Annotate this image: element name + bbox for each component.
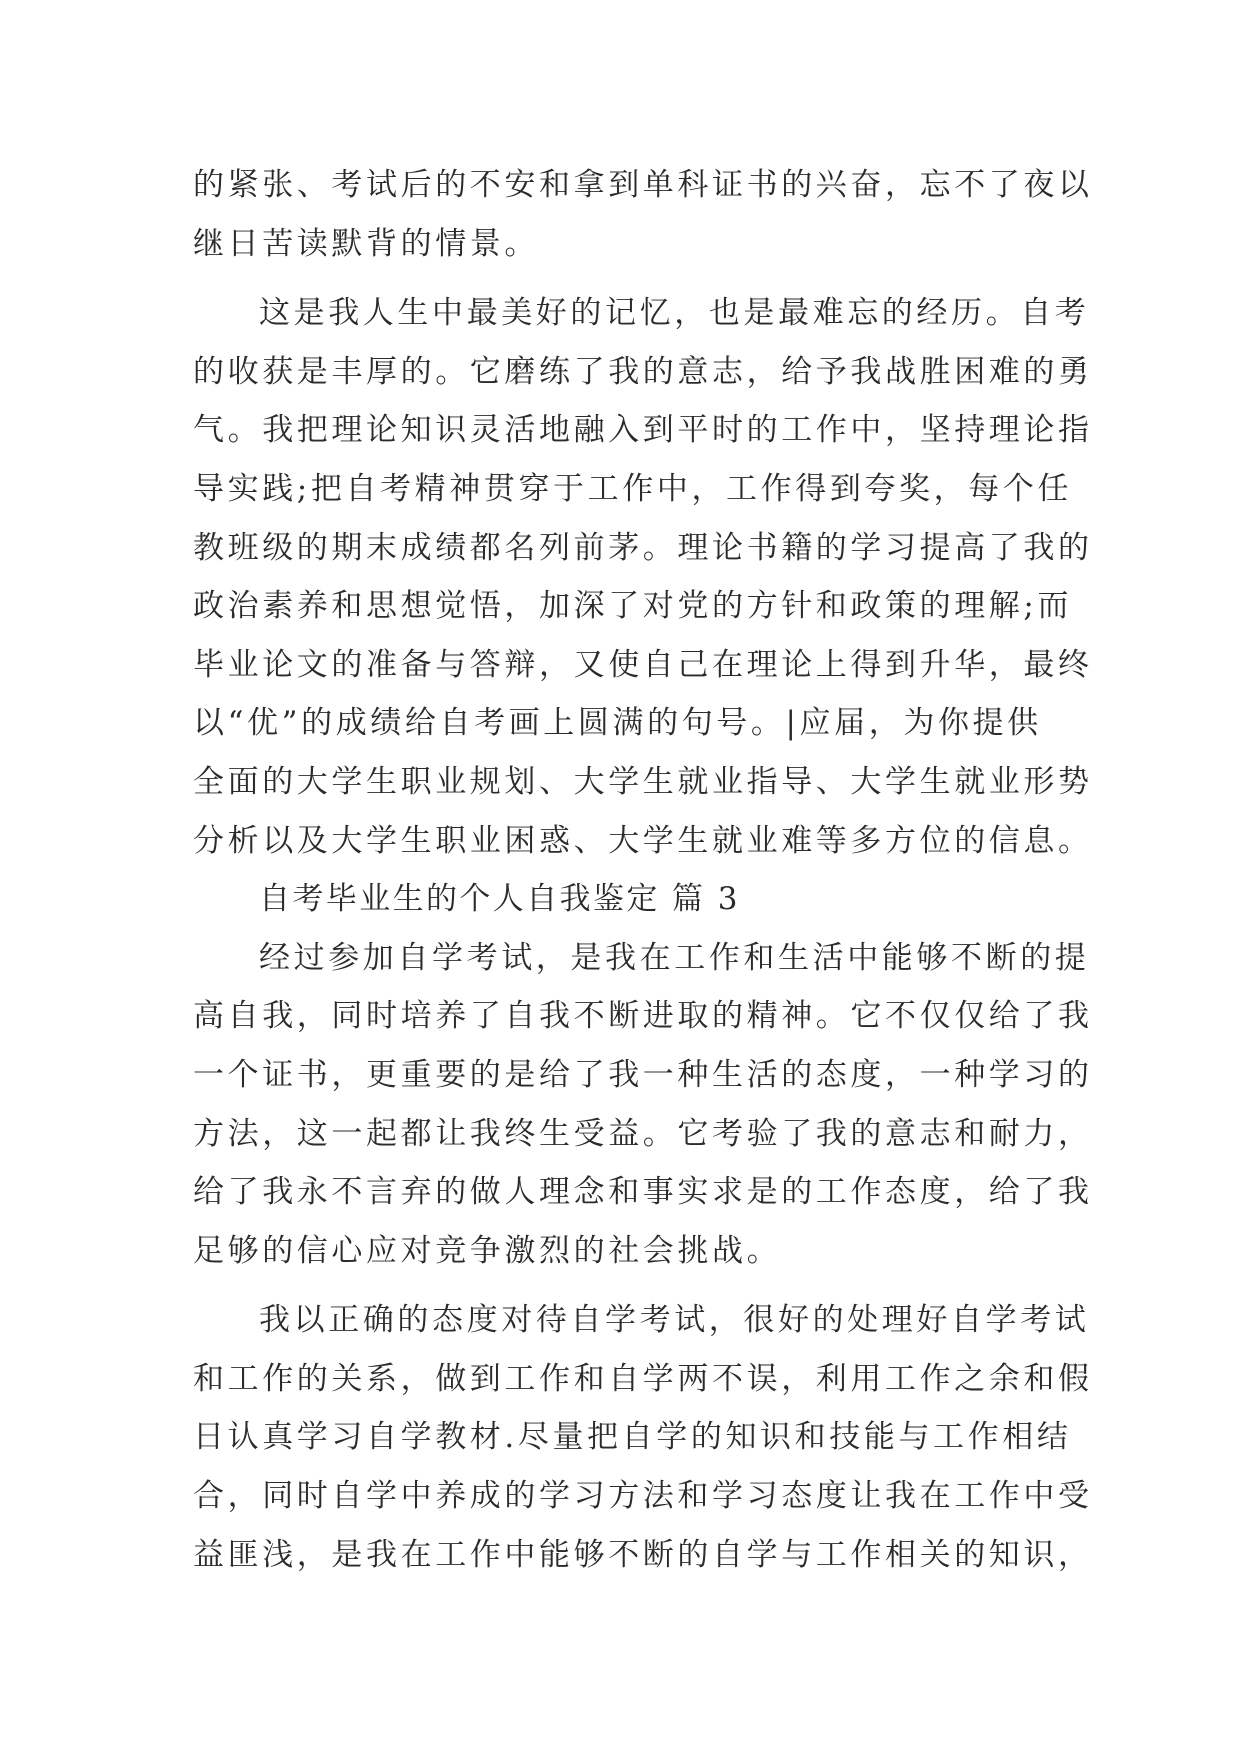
text-line: 日认真学习自学教材.尽量把自学的知识和技能与工作相结 bbox=[193, 1419, 1072, 1456]
text-line: 一个证书，更重要的是给了我一种生活的态度，一种学习的 bbox=[193, 1056, 1093, 1093]
document-body bbox=[193, 156, 1093, 1584]
text-line: 足够的信心应对竞争激烈的社会挑战。 bbox=[193, 1232, 782, 1269]
text-line: 分析以及大学生职业困惑、大学生就业难等多方位的信息。 bbox=[193, 822, 1093, 859]
text-line: 继日苦读默背的情景。 bbox=[193, 225, 539, 262]
text-line: 方法，这一起都让我终生受益。它考验了我的意志和耐力， bbox=[193, 1115, 1093, 1152]
text-line: 导实践;把自考精神贯穿于工作中，工作得到夸奖，每个任 bbox=[193, 470, 1073, 507]
text-line: 益匪浅，是我在工作中能够不断的自学与工作相关的知识， bbox=[193, 1536, 1093, 1573]
paragraph-start-line: 我以正确的态度对待自学考试，很好的处理好自学考试 bbox=[259, 1302, 1090, 1339]
text-line: 以“优”的成绩给自考画上圆满的句号。|应届，为你提供 bbox=[193, 705, 1042, 742]
text-line: 的紧张、考试后的不安和拿到单科证书的兴奋，忘不了夜以 bbox=[193, 167, 1093, 203]
text-line: 的收获是丰厚的。它磨练了我的意志，给予我战胜困难的勇 bbox=[193, 353, 1093, 390]
text-line: 全面的大学生职业规划、大学生就业指导、大学生就业形势 bbox=[193, 763, 1093, 800]
paragraph-start-line: 这是我人生中最美好的记忆，也是最难忘的经历。自考 bbox=[259, 295, 1090, 332]
section-heading: 自考毕业生的个人自我鉴定 篇 3 bbox=[259, 881, 740, 918]
text-line: 政治素养和思想觉悟，加深了对党的方针和政策的理解;而 bbox=[193, 588, 1073, 625]
text-line: 和工作的关系，做到工作和自学两不误，利用工作之余和假 bbox=[193, 1360, 1093, 1397]
text-line: 高自我，同时培养了自我不断进取的精神。它不仅仅给了我 bbox=[193, 998, 1093, 1035]
text-line: 给了我永不言弃的做人理念和事实求是的工作态度，给了我 bbox=[193, 1174, 1093, 1211]
paragraph-start-line: 经过参加自学考试，是我在工作和生活中能够不断的提 bbox=[259, 939, 1090, 976]
text-line: 毕业论文的准备与答辩，又使自己在理论上得到升华，最终 bbox=[193, 646, 1093, 683]
text-line: 教班级的期末成绩都名列前茅。理论书籍的学习提高了我的 bbox=[193, 529, 1093, 566]
text-line: 合，同时自学中养成的学习方法和学习态度让我在工作中受 bbox=[193, 1478, 1093, 1515]
text-line: 气。我把理论知识灵活地融入到平时的工作中，坚持理论指 bbox=[193, 412, 1093, 449]
